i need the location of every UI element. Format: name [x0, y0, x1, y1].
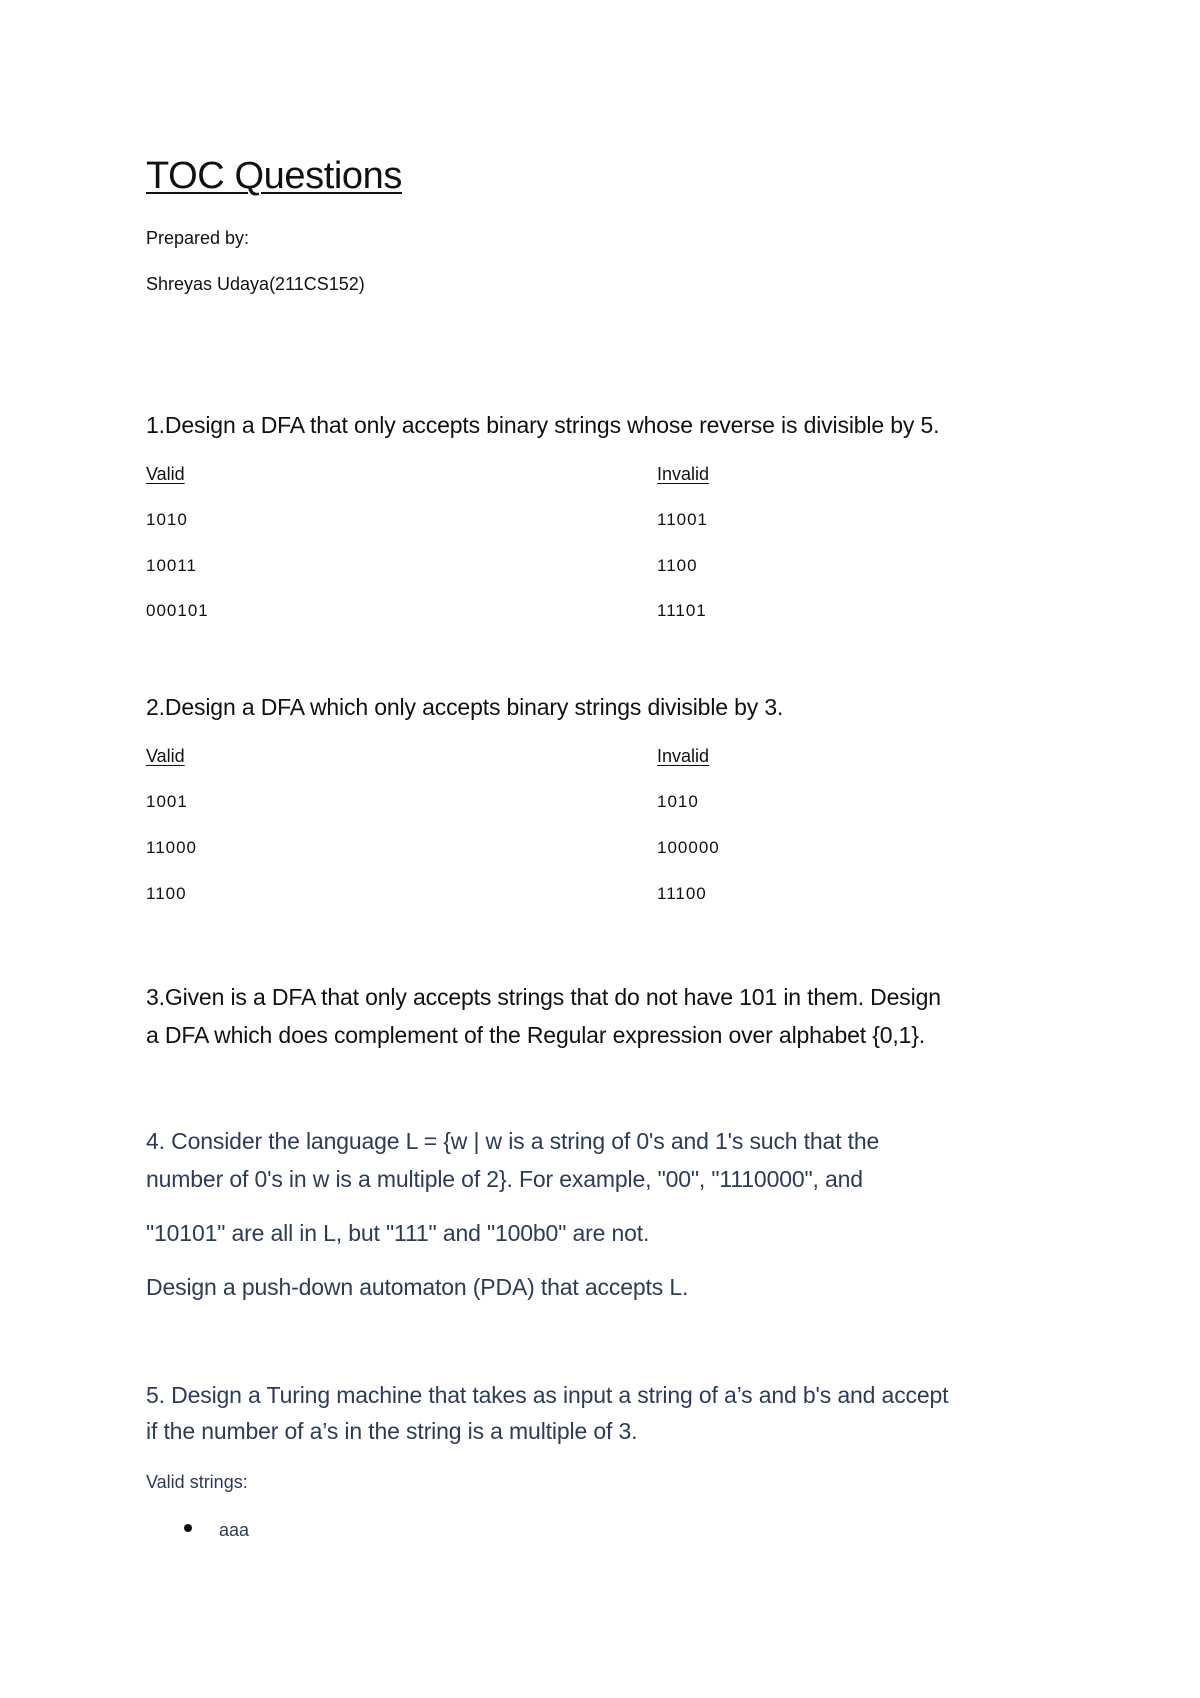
question-2-valid-label: Valid — [146, 746, 185, 766]
bullet-dot-icon — [184, 1524, 192, 1532]
question-1-valid-item: 000101 — [146, 601, 209, 620]
question-2-title — [146, 692, 783, 722]
question-3-line-2: a DFA which does complement of the Regular expression over alphabet {0,1}. — [146, 1022, 926, 1048]
question-1-valid-label: Valid — [146, 464, 185, 484]
question-2-text: Design a DFA which only accepts binary strings divisible by 3. — [164, 694, 784, 720]
question-4-line-4: Design a push-down automaton (PDA) that accepts L. — [146, 1274, 689, 1300]
question-2-invalid-item: 100000 — [657, 838, 720, 857]
document-title: TOC Questions — [146, 155, 402, 197]
question-5-line-1: 5. Design a Turing machine that takes as input a string of a’s and b's and accept — [146, 1382, 949, 1408]
question-1-invalid-label: Invalid — [657, 464, 710, 484]
question-5-line-2: if the number of a’s in the string is a multiple of 3. — [146, 1418, 638, 1444]
valid-string-item: aaa — [219, 1520, 250, 1540]
valid-strings-label: Valid strings: — [146, 1472, 248, 1492]
question-1-valid-item: 10011 — [146, 556, 198, 575]
question-1-title — [146, 410, 939, 440]
question-1-number: 1. — [146, 412, 165, 438]
question-1-valid-item: 1010 — [146, 510, 188, 529]
question-2-invalid-item: 1010 — [657, 792, 699, 811]
prepared-by-label: Prepared by: — [146, 228, 250, 248]
question-2-invalid-item: 11100 — [657, 884, 707, 903]
question-4-line-2: number of 0's in w is a multiple of 2}. For example, "00", "1110000", and — [146, 1166, 863, 1192]
question-1-text: Design a DFA that only accepts binary strings whose reverse is divisible by 5. — [164, 412, 940, 438]
question-2-invalid-label: Invalid — [657, 746, 710, 766]
question-1-invalid-item: 11101 — [657, 601, 707, 620]
question-2-valid-item: 1100 — [146, 884, 187, 903]
question-4-line-3: "10101" are all in L, but "111" and "100b0" are not. — [146, 1220, 650, 1246]
question-1-invalid-item: 1100 — [657, 556, 698, 575]
question-2-valid-item: 11000 — [146, 838, 198, 857]
question-4-line-1: 4. Consider the language L = {w | w is a string of 0's and 1's such that the — [146, 1128, 880, 1154]
question-2-valid-item: 1001 — [146, 792, 188, 811]
question-2-number: 2. — [146, 694, 165, 720]
question-3-line-1: 3.Given is a DFA that only accepts strings that do not have 101 in them. Design — [146, 984, 941, 1010]
question-1-invalid-item: 11001 — [657, 510, 709, 529]
author-name: Shreyas Udaya(211CS152) — [146, 274, 365, 294]
